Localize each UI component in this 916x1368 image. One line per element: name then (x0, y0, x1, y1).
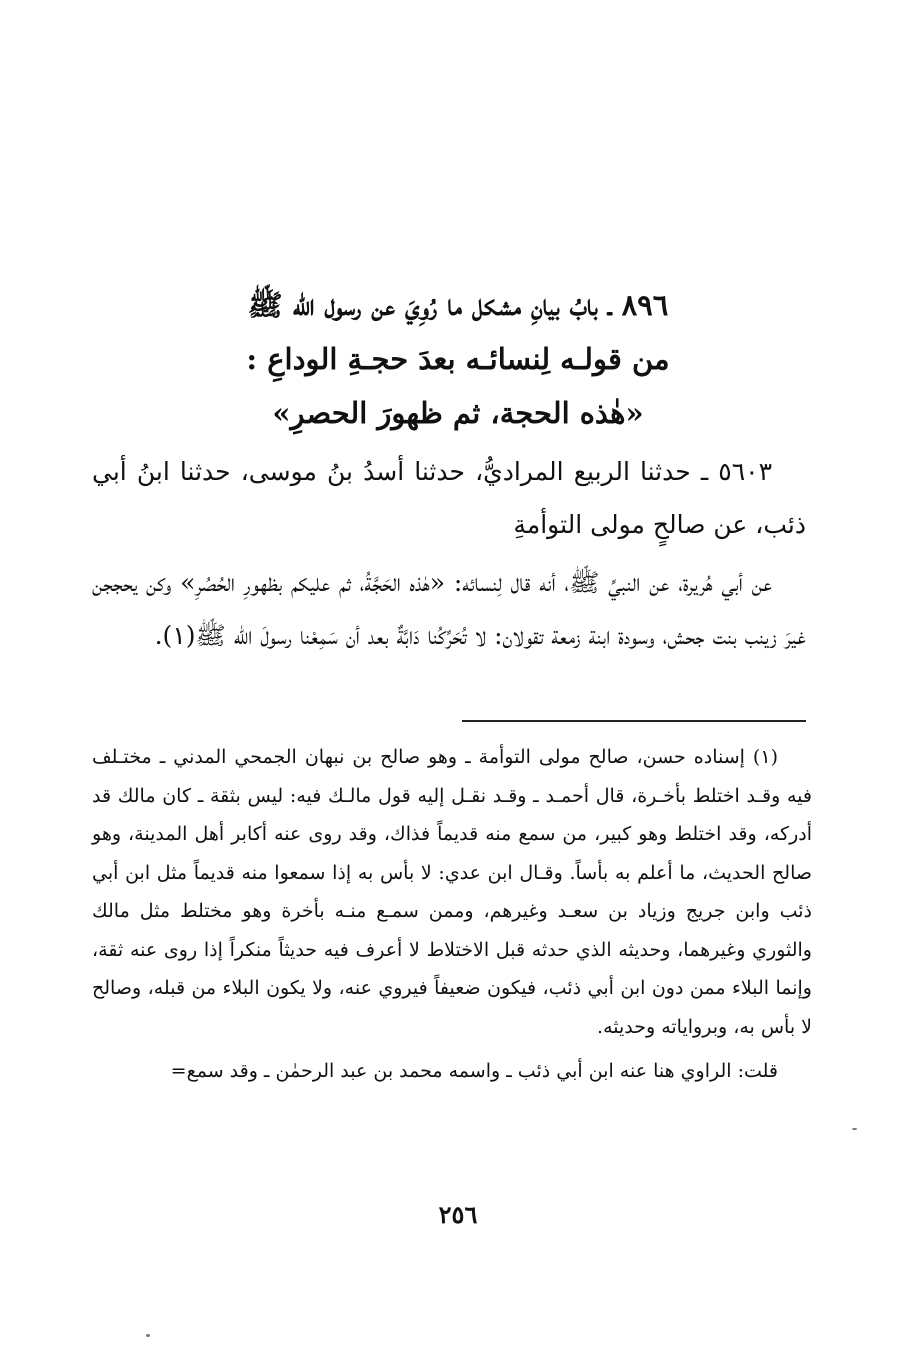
chapter-title-line-2: من قولـه لِنسائـه بعدَ حجـةِ الوداعِ : (246, 342, 670, 376)
footnote-1: (١) إسناده حسن، صالح مولى التوأمة ـ وهو صالح بن نبهان الجمحي المدني ـ مختـلف فيه وقـد اختلط بأخـرة، قال أحمـد ـ وقـد نقـل إليه قول مالـك فيه: ليس بثقة ـ كان مالك قد أدركه، وقد اختلط وهو كبير، من سمع منه قديماً فذاك، وقد روى عنه أكابر أهل المدينة، وهو صالح الحديث، ما أعلم به بأساً. وقـال ابن عدي: لا بأس به إذا سمعوا منه قديماً مثل ابن أبي ذئب وابن جريج وزياد بن سعـد وغيرهم، وممن سمـع منـه بأخرة وهو مختلط مثل مالك والثوري وغيرهما، وحديثه الذي حدثه قبل الاختلاط لا أعرف فيه حديثاً منكراً إذا روى عنه ثقة، وإنما البلاء ممن دون ابن أبي ذئب، فيكون ضعيفاً فيروي عنه، ولا يكون البلاء من قبله، وصالح لا بأس به، وبرواياته وحديثه. (92, 746, 812, 1038)
hadith-matn (92, 556, 806, 662)
footnote-note: قلت: الراوي هنا عنه ابن أبي ذئب ـ واسمه محمد بن عبد الرحمٰن ـ وقد سمع= (170, 1060, 778, 1082)
footnotes (92, 738, 812, 1091)
page-number: ٢٥٦ (438, 1200, 478, 1229)
hadith-isnad-text: ٥٦٠٣ ـ حدثنا الربيع المراديُّ، حدثنا أسدُ بنُ موسى، حدثنا ابنُ أبي ذئب، عن صالحٍ مولى التوأمةِ (92, 457, 806, 539)
scan-speck (852, 1128, 857, 1130)
footnote-separator (462, 720, 806, 722)
chapter-title-line-1: ٨٩٦ ـ بابُ بيانِ مشكل ما رُوِيَ عن رسول الله ﷺ (247, 288, 669, 322)
chapter-title-line-3: «هٰذه الحجة، ثم ظهورَ الحصرِ» (272, 396, 644, 430)
hadith-isnad (92, 445, 806, 551)
hadith-matn-text: عن أبي هُريرة، عن النبيِّ ﷺ، أنه قال لِنسائه: «هٰذه الحَجَّةُ، ثم عليكم بظهورِ الحُصُرِ» وكن يحججن غيرَ زينب بنت جحش، وسودة ابنة زمعة تقولان: لا تُحَرِّكُنا دَابَّةٌ بعد أن سَمِعْنا رسولَ الله ﷺ(١). (92, 568, 806, 650)
chapter-heading (100, 278, 816, 440)
scan-speck (146, 1334, 150, 1337)
